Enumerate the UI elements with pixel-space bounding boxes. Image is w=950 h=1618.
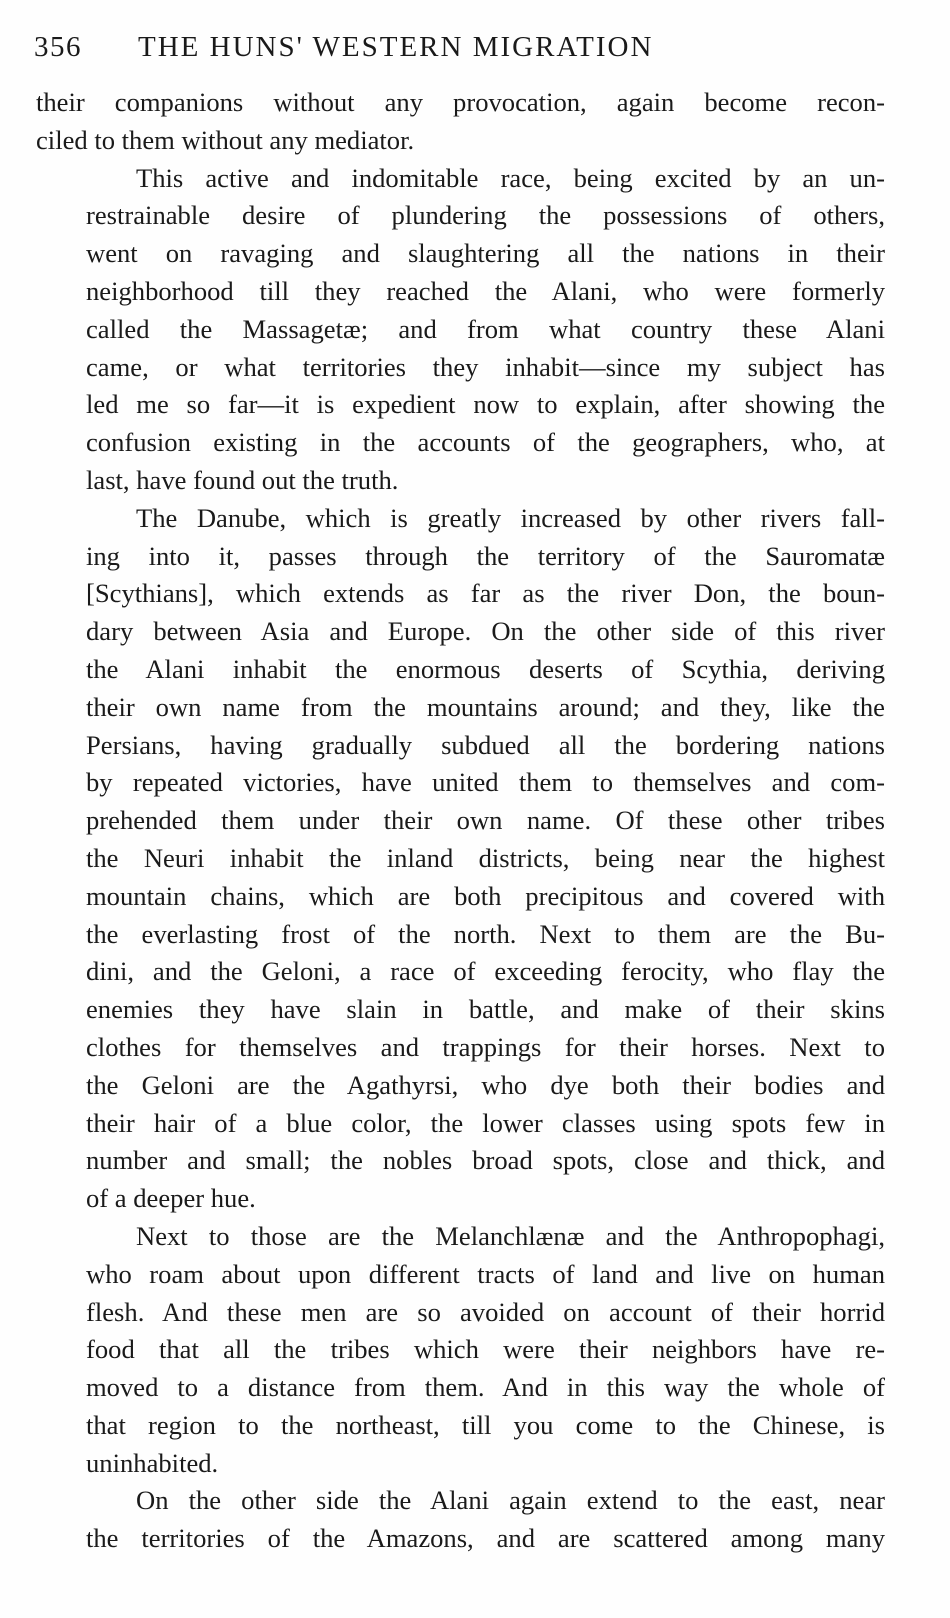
- text-line: the Geloni are the Agathyrsi, who dye both their bodies and: [86, 1069, 885, 1100]
- running-head: THE HUNS' WESTERN MIGRATION: [138, 31, 654, 63]
- text-line: led me so far—it is expedient now to explain, after showing the: [86, 389, 885, 420]
- paragraph: [36, 1482, 885, 1558]
- text-line: number and small; the nobles broad spots, close and thick, and: [86, 1145, 885, 1176]
- text-line: who roam about upon different tracts of land and live on human: [86, 1258, 885, 1289]
- text-line: Next to those are the Melanchlænæ and the Anthropophagi,: [136, 1220, 885, 1251]
- text-line: by repeated victories, have united them to themselves and com-: [86, 767, 885, 798]
- text-line: dini, and the Geloni, a race of exceeding ferocity, who flay the: [86, 956, 885, 987]
- paragraph: [36, 84, 885, 160]
- paragraph: [36, 1218, 885, 1483]
- page-number: 356: [34, 31, 82, 63]
- text-line: of a deeper hue.: [86, 1183, 256, 1214]
- text-line: ciled to them without any mediator.: [36, 124, 415, 155]
- paragraph: [36, 160, 885, 500]
- body-text: [36, 84, 885, 1558]
- page-header: [34, 22, 884, 72]
- text-line: moved to a distance from them. And in this way the whole of: [86, 1372, 885, 1403]
- text-line: neighborhood till they reached the Alani, who were formerly: [86, 275, 885, 306]
- text-line: ing into it, passes through the territory of the Sauromatæ: [86, 540, 885, 571]
- text-line: Persians, having gradually subdued all the bordering nations: [86, 729, 885, 760]
- text-line: clothes for themselves and trappings for their horses. Next to: [86, 1031, 885, 1062]
- text-line: the Neuri inhabit the inland districts, being near the highest: [86, 842, 885, 873]
- text-line: their own name from the mountains around; and they, like the: [86, 691, 885, 722]
- text-line: food that all the tribes which were their neighbors have re-: [86, 1334, 885, 1365]
- paragraph: [36, 500, 885, 1218]
- text-line: On the other side the Alani again extend to the east, near: [136, 1485, 885, 1516]
- text-line: enemies they have slain in battle, and make of their skins: [86, 994, 885, 1025]
- text-line: [Scythians], which extends as far as the river Don, the boun-: [86, 578, 885, 609]
- text-line: prehended them under their own name. Of these other tribes: [86, 805, 885, 836]
- text-line: their hair of a blue color, the lower classes using spots few in: [86, 1107, 885, 1138]
- text-line: confusion existing in the accounts of the geographers, who, at: [86, 427, 885, 458]
- text-line: last, have found out the truth.: [86, 464, 399, 495]
- text-line: the everlasting frost of the north. Next to them are the Bu-: [86, 918, 885, 949]
- text-line: mountain chains, which are both precipitous and covered with: [86, 880, 885, 911]
- text-line: restrainable desire of plundering the possessions of others,: [86, 200, 885, 231]
- text-line: their companions without any provocation, again become recon-: [36, 87, 885, 117]
- text-line: that region to the northeast, till you come to the Chinese, is: [86, 1409, 885, 1440]
- text-line: came, or what territories they inhabit—since my subject has: [86, 351, 885, 382]
- text-line: called the Massagetæ; and from what country these Alani: [86, 313, 885, 344]
- text-line: The Danube, which is greatly increased by other rivers fall-: [136, 502, 885, 533]
- text-line: went on ravaging and slaughtering all the nations in their: [86, 238, 885, 269]
- text-line: dary between Asia and Europe. On the other side of this river: [86, 616, 885, 647]
- text-line: This active and indomitable race, being excited by an un-: [136, 162, 885, 193]
- text-line: flesh. And these men are so avoided on account of their horrid: [86, 1296, 885, 1327]
- text-line: uninhabited.: [86, 1447, 219, 1478]
- text-line: the territories of the Amazons, and are scattered among many: [86, 1523, 885, 1554]
- text-line: the Alani inhabit the enormous deserts of Scythia, deriving: [86, 653, 885, 684]
